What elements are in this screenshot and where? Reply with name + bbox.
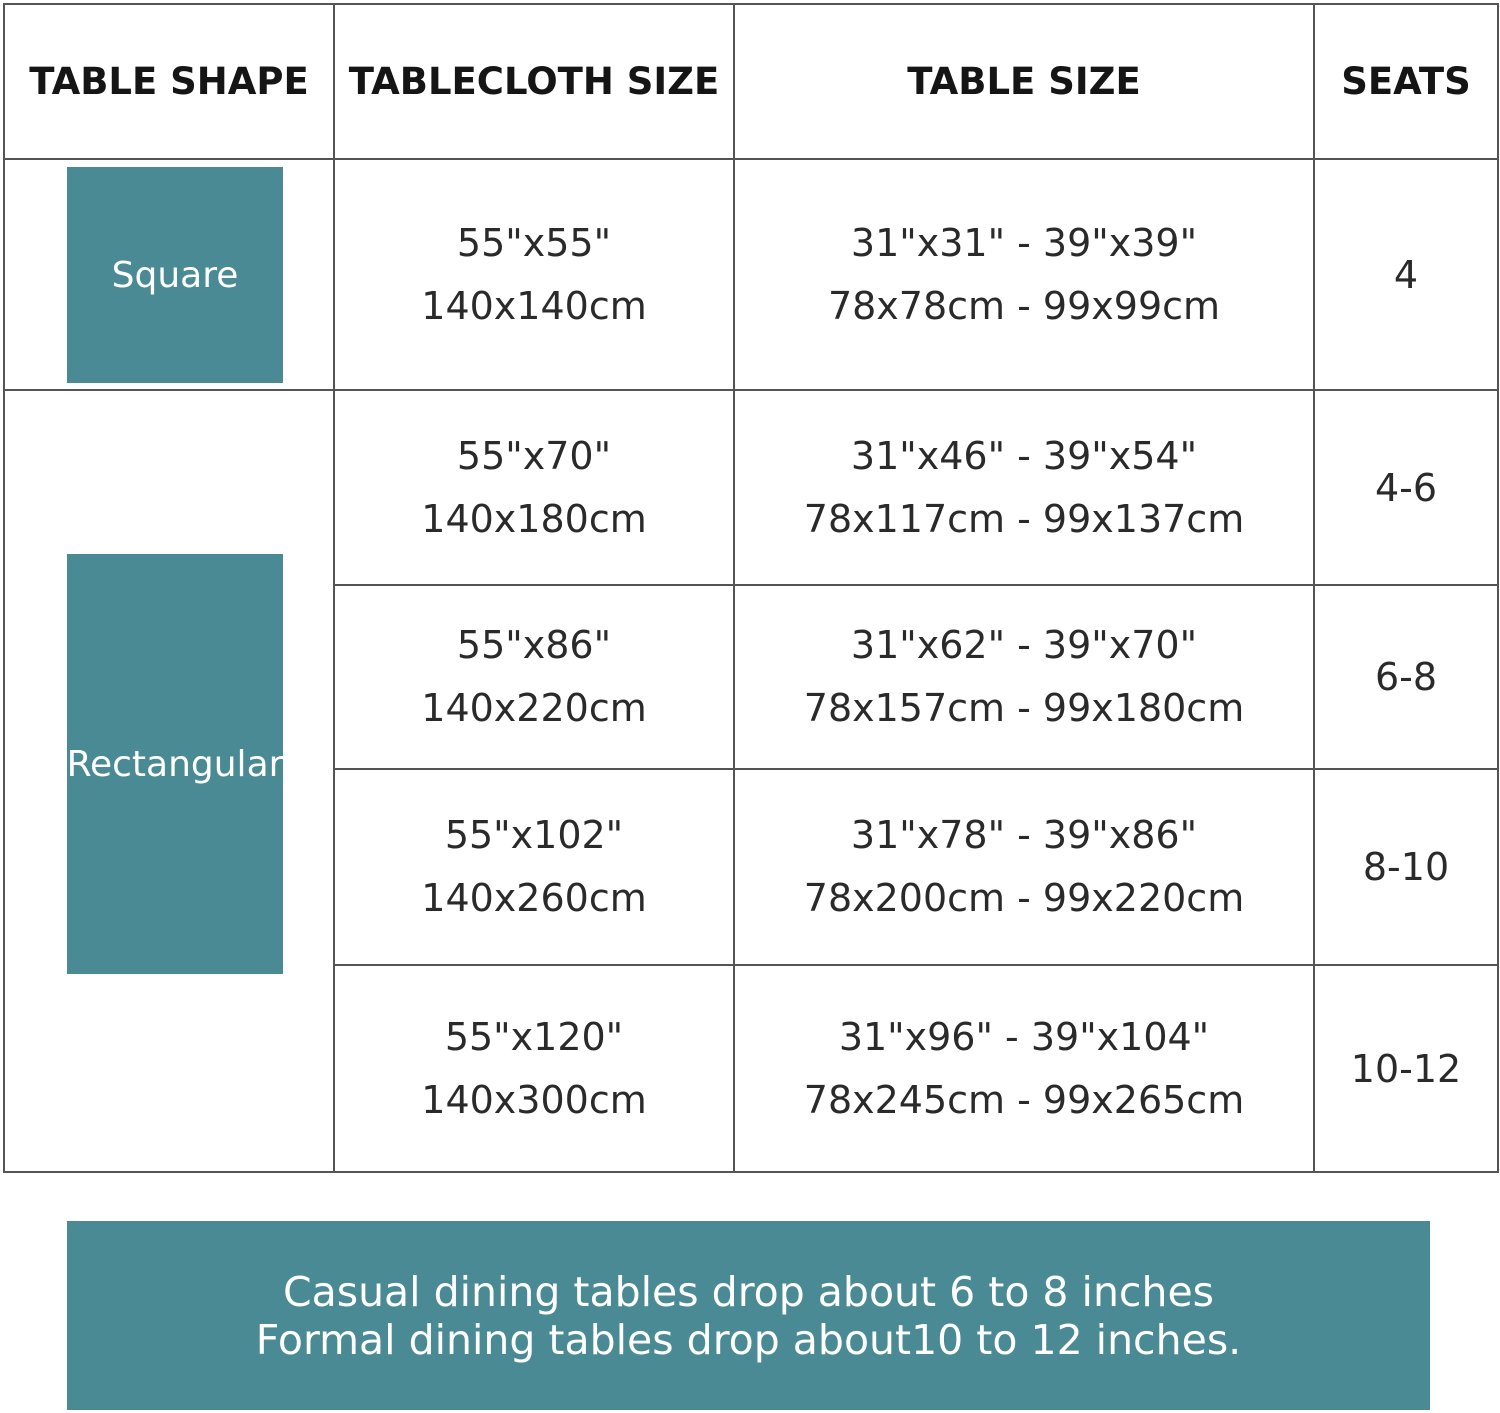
tablecloth-size-inches: 55"x102" [444,813,624,857]
rectangular-label: Rectangular [66,743,284,785]
tablecloth-size-cell [334,390,734,585]
shape-cell-rectangular [4,390,334,1172]
tablecloth-size-cell [334,965,734,1172]
table-size-cell [734,390,1314,585]
square-label: Square [111,254,239,296]
header-seats: SEATS [1314,4,1498,159]
table-size-cell [734,965,1314,1172]
square-shape-swatch [67,167,283,383]
seats-cell: 8-10 [1314,769,1498,965]
tablecloth-size-inches: 55"x86" [456,623,612,667]
table-size-inches: 31"x78" - 39"x86" [850,813,1198,857]
table-size-inches: 31"x62" - 39"x70" [850,623,1198,667]
tablecloth-size-cell [334,159,734,390]
table-size-inches: 31"x96" - 39"x104" [838,1014,1210,1059]
tablecloth-size-inches: 55"x70" [456,433,612,478]
header-tablecloth-size: TABLECLOTH SIZE [334,4,734,159]
rectangular-shape-swatch [67,554,283,974]
header-table-shape: TABLE SHAPE [4,4,334,159]
table-row [4,159,1498,390]
seats-cell: 4-6 [1314,390,1498,585]
tablecloth-size-cell [334,769,734,965]
header-row [4,4,1498,159]
table-size-cell [734,159,1314,390]
table-size-inches: 31"x46" - 39"x54" [850,433,1198,478]
seats-cell: 10-12 [1314,965,1498,1172]
size-chart-table [3,3,1499,1173]
table-size-cell [734,769,1314,965]
table-row [4,390,1498,585]
drop-note-banner [67,1221,1430,1410]
tablecloth-size-cm: 140x180cm [421,496,647,541]
tablecloth-size-cm: 140x260cm [421,876,647,920]
tablecloth-size-cm: 140x140cm [421,283,647,328]
table-size-cm: 78x78cm - 99x99cm [827,283,1221,328]
tablecloth-size-inches: 55"x55" [456,220,612,265]
table-size-cm: 78x200cm - 99x220cm [803,876,1245,920]
tablecloth-size-cell [334,585,734,769]
table-size-inches: 31"x31" - 39"x39" [850,220,1198,265]
note-line-formal: Formal dining tables drop about10 to 12 inches. [255,1315,1242,1364]
table-size-cm: 78x245cm - 99x265cm [803,1077,1245,1122]
shape-cell-square [4,159,334,390]
seats-cell: 4 [1314,159,1498,390]
tablecloth-size-cm: 140x220cm [421,686,647,730]
table-size-cell [734,585,1314,769]
table-size-cm: 78x117cm - 99x137cm [803,496,1245,541]
seats-cell: 6-8 [1314,585,1498,769]
tablecloth-size-cm: 140x300cm [421,1077,647,1122]
tablecloth-size-inches: 55"x120" [444,1014,624,1059]
note-line-casual: Casual dining tables drop about 6 to 8 inches [282,1267,1215,1316]
header-table-size: TABLE SIZE [734,4,1314,159]
table-size-cm: 78x157cm - 99x180cm [803,686,1245,730]
